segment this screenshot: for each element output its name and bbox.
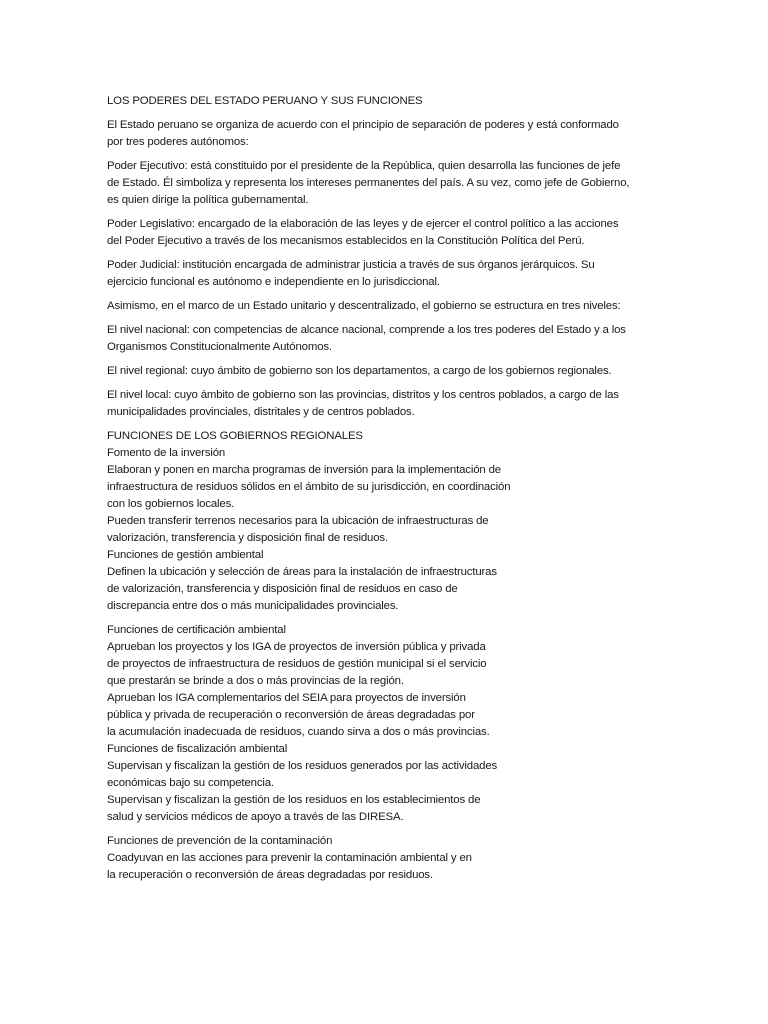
text-line: Aprueban los proyectos y los IGA de proyectos de inversión pública y privada — [107, 641, 486, 653]
text-line: de Estado. Él simboliza y representa los intereses permanentes del país. A su vez, como jefe de Gobierno, — [107, 177, 630, 189]
text-line: Pueden transferir terrenos necesarios para la ubicación de infraestructuras de — [107, 515, 489, 527]
text-line: ejercicio funcional es autónomo e independiente en lo jurisdiccional. — [107, 276, 440, 288]
text-line: Organismos Constitucionalmente Autónomos. — [107, 341, 332, 353]
text-line: discrepancia entre dos o más municipalidades provinciales. — [107, 600, 399, 612]
subsection-heading: Funciones de prevención de la contaminación — [107, 835, 333, 847]
prevencion-section — [107, 833, 667, 884]
text-line: Poder Judicial: institución encargada de administrar justicia a través de sus órganos jerárquicos. Su — [107, 259, 595, 271]
poder-judicial-paragraph — [107, 257, 667, 291]
intro-paragraph — [107, 117, 667, 151]
text-line: económicas bajo su competencia. — [107, 777, 274, 789]
poder-ejecutivo-paragraph — [107, 158, 667, 209]
text-line: Definen la ubicación y selección de áreas para la instalación de infraestructuras — [107, 566, 497, 578]
text-line: de valorización, transferencia y disposición final de residuos en caso de — [107, 583, 458, 595]
document-title — [107, 93, 667, 110]
text-line: la acumulación inadecuada de residuos, cuando sirva a dos o más provincias. — [107, 726, 490, 738]
text-line: Supervisan y fiscalizan la gestión de los residuos en los establecimientos de — [107, 794, 481, 806]
section-heading: FUNCIONES DE LOS GOBIERNOS REGIONALES — [107, 430, 363, 442]
text-line: Aprueban los IGA complementarios del SEIA para proyectos de inversión — [107, 692, 466, 704]
subsection-heading: Funciones de certificación ambiental — [107, 624, 286, 636]
nivel-nacional-paragraph — [107, 322, 667, 356]
funciones-regionales-section — [107, 428, 667, 615]
text-line: Coadyuvan en las acciones para prevenir la contaminación ambiental y en — [107, 852, 472, 864]
poder-legislativo-paragraph — [107, 216, 667, 250]
text-line: Poder Ejecutivo: está constituido por el presidente de la República, quien desarrolla las funciones de jefe — [107, 160, 621, 172]
subsection-heading: Fomento de la inversión — [107, 447, 226, 459]
text-line: Supervisan y fiscalizan la gestión de los residuos generados por las actividades — [107, 760, 498, 772]
text-line: que prestarán se brinde a dos o más provincias de la región. — [107, 675, 404, 687]
niveles-intro-paragraph — [107, 298, 667, 315]
nivel-local-paragraph — [107, 387, 667, 421]
nivel-regional-paragraph — [107, 363, 667, 380]
text-line: del Poder Ejecutivo a través de los mecanismos establecidos en la Constitución Política del Perú. — [107, 235, 585, 247]
text-line: El nivel local: cuyo ámbito de gobierno son las provincias, distritos y los centros poblados, a cargo de las — [107, 389, 619, 401]
text-line: El nivel nacional: con competencias de alcance nacional, comprende a los tres poderes del Estado y a los — [107, 324, 626, 336]
text-line: de proyectos de infraestructura de residuos de gestión municipal si el servicio — [107, 658, 487, 670]
text-line: El Estado peruano se organiza de acuerdo con el principio de separación de poderes y está conformado — [107, 119, 619, 131]
subsection-heading: Funciones de fiscalización ambiental — [107, 743, 288, 755]
subsection-heading: Funciones de gestión ambiental — [107, 549, 264, 561]
text-line: El nivel regional: cuyo ámbito de gobierno son los departamentos, a cargo de los gobiernos regionales. — [107, 365, 612, 377]
text-line: valorización, transferencia y disposición final de residuos. — [107, 532, 388, 544]
text-line: salud y servicios médicos de apoyo a través de las DIRESA. — [107, 811, 404, 823]
text-line: Asimismo, en el marco de un Estado unitario y descentralizado, el gobierno se estructura en tres niveles: — [107, 300, 621, 312]
text-line: con los gobiernos locales. — [107, 498, 235, 510]
text-line: infraestructura de residuos sólidos en el ámbito de su jurisdicción, en coordinación — [107, 481, 511, 493]
text-line: Elaboran y ponen en marcha programas de inversión para la implementación de — [107, 464, 501, 476]
text-line: es quien dirige la política gubernamental. — [107, 194, 309, 206]
text-line: la recuperación o reconversión de áreas degradadas por residuos. — [107, 869, 433, 881]
text-line: municipalidades provinciales, distritales y de centros poblados. — [107, 406, 415, 418]
text-line: por tres poderes autónomos: — [107, 136, 249, 148]
title-line: LOS PODERES DEL ESTADO PERUANO Y SUS FUNCIONES — [107, 95, 423, 107]
text-line: pública y privada de recuperación o reconversión de áreas degradadas por — [107, 709, 475, 721]
document-body — [107, 93, 667, 884]
text-line: Poder Legislativo: encargado de la elaboración de las leyes y de ejercer el control político a las acciones — [107, 218, 619, 230]
certificacion-fiscalizacion-section — [107, 622, 667, 826]
